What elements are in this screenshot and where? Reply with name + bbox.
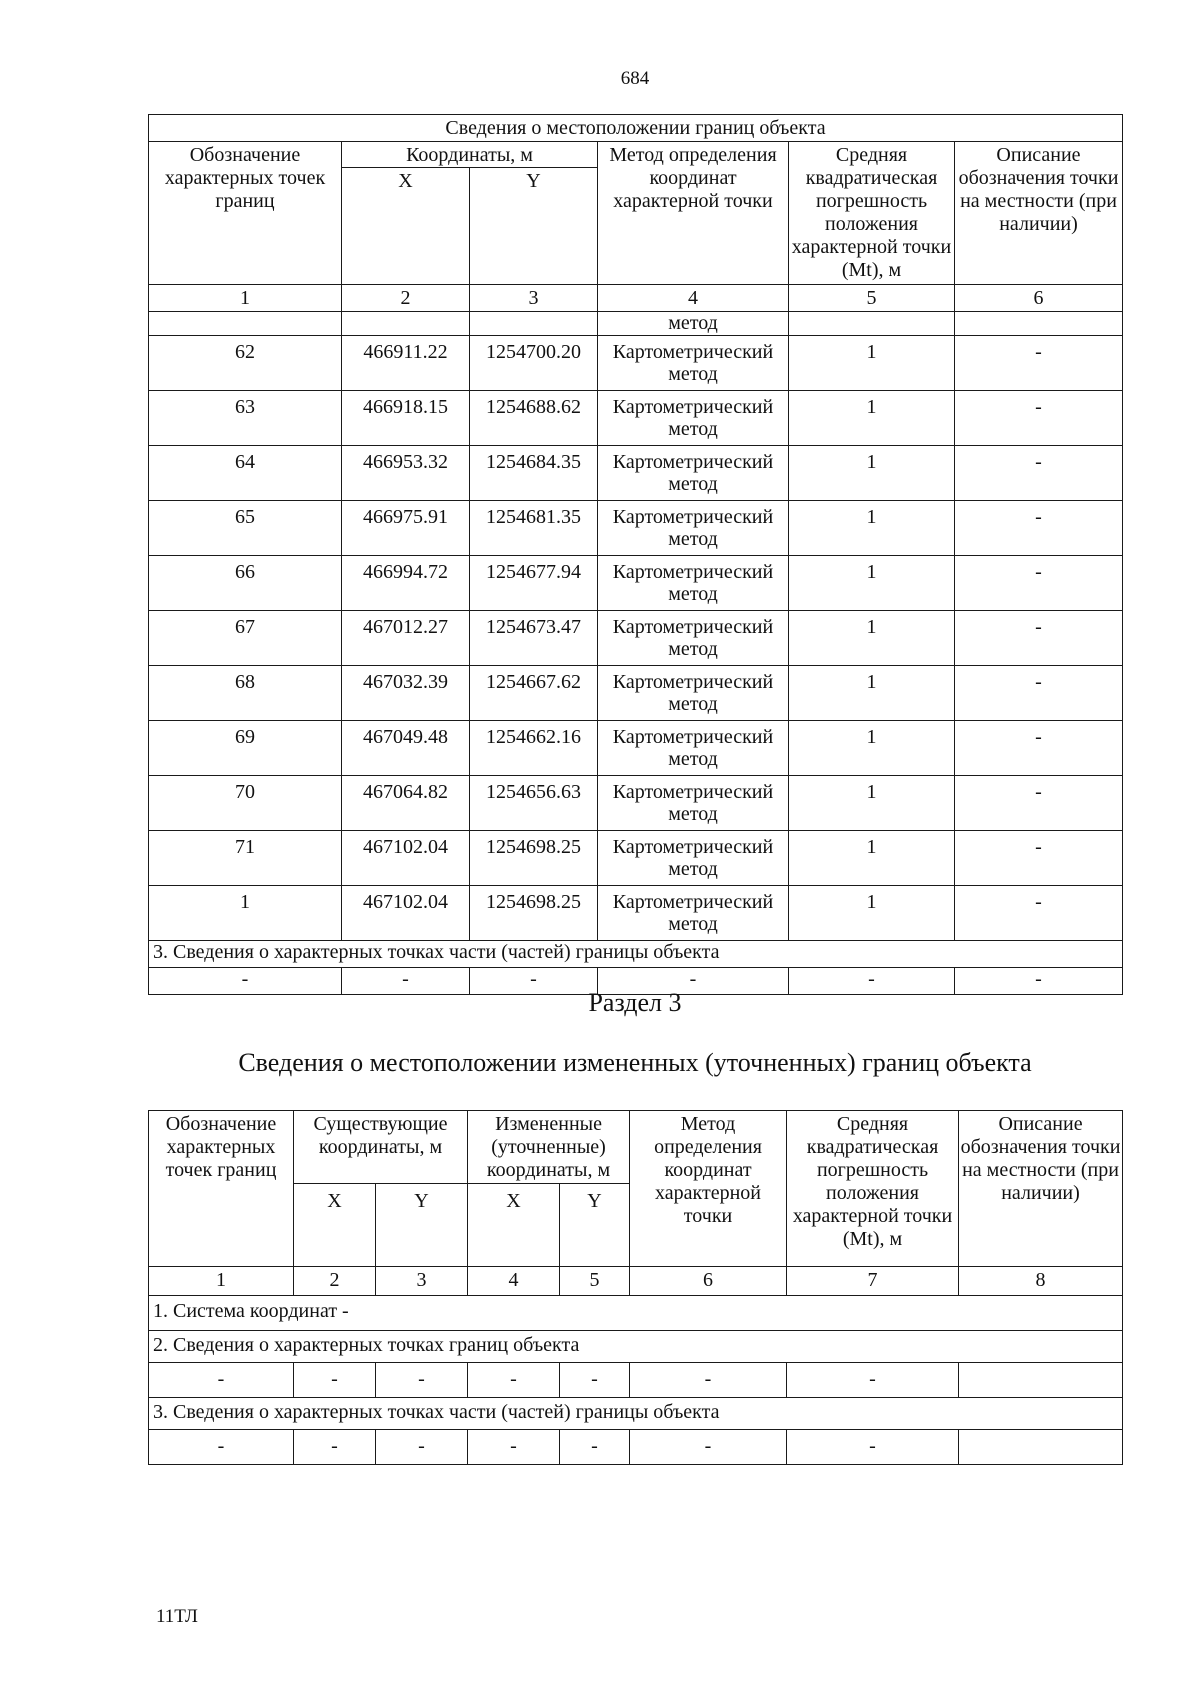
method-line-2: метод — [668, 473, 718, 495]
method-line-1: Картометрический — [612, 726, 774, 748]
column-number: 2 — [342, 285, 470, 312]
column-number: 1 — [149, 285, 342, 312]
empty-cell — [789, 312, 955, 336]
description: - — [955, 886, 1123, 941]
parts-cell: - — [468, 1430, 560, 1465]
header-existing-y: Y — [376, 1184, 468, 1267]
column-number: 1 — [149, 1267, 294, 1296]
header-accuracy: Средняя квадратическая погрешность положения характерной точки (Mt), м — [789, 142, 955, 285]
section-heading: Раздел 3 — [588, 988, 682, 1017]
coord-y: 1254673.47 — [470, 611, 598, 666]
method-line-2: метод — [668, 583, 718, 605]
method-line-1: Картометрический — [612, 396, 774, 418]
table-row — [149, 666, 1123, 721]
coord-y: 1254662.16 — [470, 721, 598, 776]
column-number: 4 — [468, 1267, 560, 1296]
method-line-2: метод — [668, 528, 718, 550]
method-line-2: метод — [668, 803, 718, 825]
point-number: 69 — [149, 721, 342, 776]
table-row — [149, 886, 1123, 941]
table-row — [149, 721, 1123, 776]
parts-row — [149, 1430, 1123, 1465]
parts-cell: - — [789, 968, 955, 995]
point-number: 63 — [149, 391, 342, 446]
header-description: Описание обозначения точки на местности (при наличии) — [959, 1111, 1123, 1267]
table-row — [149, 556, 1123, 611]
section-subtitle: Сведения о местоположении измененных (уточненных) границ объекта — [238, 1048, 1032, 1077]
parts-cell: - — [955, 968, 1123, 995]
header-description: Описание обозначения точки на местности (при наличии) — [955, 142, 1123, 285]
boundary-points-row — [149, 1363, 1123, 1398]
parts-heading: 3. Сведения о характерных точках части (частей) границы объекта — [149, 1398, 1123, 1430]
table-row — [149, 611, 1123, 666]
header-changed-y: Y — [560, 1184, 630, 1267]
coord-x: 467032.39 — [342, 666, 470, 721]
coord-y: 1254688.62 — [470, 391, 598, 446]
accuracy: 1 — [789, 776, 955, 831]
boundary-cell: - — [560, 1363, 630, 1398]
method-line-1: Картометрический — [612, 616, 774, 638]
method — [598, 391, 789, 446]
page-number: 684 — [620, 68, 650, 89]
point-number: 64 — [149, 446, 342, 501]
boundary-cell: - — [787, 1363, 959, 1398]
header-method: Метод определения координат характерной точки — [598, 142, 789, 285]
column-number: 5 — [789, 285, 955, 312]
coord-x: 467064.82 — [342, 776, 470, 831]
method-line-1: Картометрический — [612, 891, 774, 913]
description: - — [955, 721, 1123, 776]
method — [598, 831, 789, 886]
parts-cell — [959, 1430, 1123, 1465]
coord-y: 1254698.25 — [470, 886, 598, 941]
coord-y: 1254667.62 — [470, 666, 598, 721]
boundary-cell: - — [468, 1363, 560, 1398]
method-line-2: метод — [668, 363, 718, 385]
coord-x: 466994.72 — [342, 556, 470, 611]
method — [598, 666, 789, 721]
point-number: 62 — [149, 336, 342, 391]
method-line-1: Картометрический — [612, 671, 774, 693]
description: - — [955, 556, 1123, 611]
boundaries-table — [148, 114, 1123, 995]
empty-cell — [470, 312, 598, 336]
boundary-cell: - — [294, 1363, 376, 1398]
method — [598, 611, 789, 666]
coord-x: 467102.04 — [342, 886, 470, 941]
method-line-2: метод — [668, 693, 718, 715]
column-number: 6 — [955, 285, 1123, 312]
coord-x: 466975.91 — [342, 501, 470, 556]
boundary-cell: - — [149, 1363, 294, 1398]
parts-cell: - — [376, 1430, 468, 1465]
coord-x: 467102.04 — [342, 831, 470, 886]
coord-y: 1254698.25 — [470, 831, 598, 886]
column-numbers-row — [149, 1267, 1123, 1296]
table-row — [149, 501, 1123, 556]
method-line-1: Картометрический — [612, 341, 774, 363]
method-line-1: Картометрический — [612, 781, 774, 803]
table-row — [149, 336, 1123, 391]
header-point: Обозначение характерных точек границ — [149, 1111, 294, 1267]
method-line-2: метод — [668, 418, 718, 440]
column-number: 5 — [560, 1267, 630, 1296]
description: - — [955, 776, 1123, 831]
boundary-points-heading: 2. Сведения о характерных точках границ объекта — [149, 1331, 1123, 1363]
accuracy: 1 — [789, 336, 955, 391]
description: - — [955, 336, 1123, 391]
point-number: 65 — [149, 501, 342, 556]
description: - — [955, 446, 1123, 501]
header-x: X — [342, 168, 470, 285]
method — [598, 776, 789, 831]
empty-cell — [342, 312, 470, 336]
column-number: 3 — [376, 1267, 468, 1296]
header-point: Обозначение характерных точек границ — [149, 142, 342, 285]
method-line-2: метод — [668, 913, 718, 935]
column-number: 8 — [959, 1267, 1123, 1296]
coord-x: 467012.27 — [342, 611, 470, 666]
coord-x: 466953.32 — [342, 446, 470, 501]
method — [598, 556, 789, 611]
column-number: 6 — [630, 1267, 787, 1296]
header-method: Метод определения координат характерной точки — [630, 1111, 787, 1267]
parts-cell: - — [560, 1430, 630, 1465]
empty-cell — [149, 312, 342, 336]
header-existing-coordinates: Существующие координаты, м — [294, 1111, 468, 1184]
method — [598, 336, 789, 391]
method-line-2: метод — [668, 748, 718, 770]
coord-x: 466911.22 — [342, 336, 470, 391]
method — [598, 721, 789, 776]
accuracy: 1 — [789, 446, 955, 501]
header-changed-x: X — [468, 1184, 560, 1267]
coord-y: 1254656.63 — [470, 776, 598, 831]
table-row — [149, 446, 1123, 501]
table-row — [149, 776, 1123, 831]
coord-y: 1254700.20 — [470, 336, 598, 391]
accuracy: 1 — [789, 556, 955, 611]
accuracy: 1 — [789, 391, 955, 446]
accuracy: 1 — [789, 666, 955, 721]
description: - — [955, 611, 1123, 666]
coord-y: 1254681.35 — [470, 501, 598, 556]
method-line-2: метод — [668, 638, 718, 660]
parts-heading: 3. Сведения о характерных точках части (частей) границы объекта — [149, 941, 1123, 968]
continued-row — [149, 312, 1123, 336]
boundary-cell: - — [376, 1363, 468, 1398]
description: - — [955, 501, 1123, 556]
point-number: 71 — [149, 831, 342, 886]
table-title: Сведения о местоположении границ объекта — [149, 115, 1123, 142]
parts-cell: - — [149, 968, 342, 995]
table-row — [149, 831, 1123, 886]
empty-cell — [955, 312, 1123, 336]
accuracy: 1 — [789, 831, 955, 886]
accuracy: 1 — [789, 721, 955, 776]
parts-cell: - — [342, 968, 470, 995]
column-number: 3 — [470, 285, 598, 312]
parts-cell: - — [787, 1430, 959, 1465]
method — [598, 446, 789, 501]
method-line-1: Картометрический — [612, 451, 774, 473]
header-y: Y — [470, 168, 598, 285]
table-row — [149, 391, 1123, 446]
method-line-2: метод — [668, 858, 718, 880]
coord-x: 466918.15 — [342, 391, 470, 446]
footer-code: 11ТЛ — [156, 1606, 198, 1627]
coord-y: 1254684.35 — [470, 446, 598, 501]
accuracy: 1 — [789, 886, 955, 941]
point-number: 68 — [149, 666, 342, 721]
parts-cell: - — [598, 968, 789, 995]
coordinate-system: 1. Система координат - — [149, 1296, 1123, 1331]
header-coordinates: Координаты, м — [342, 142, 598, 168]
coord-y: 1254677.94 — [470, 556, 598, 611]
boundary-cell — [959, 1363, 1123, 1398]
description: - — [955, 831, 1123, 886]
parts-cell: - — [630, 1430, 787, 1465]
parts-cell: - — [470, 968, 598, 995]
column-numbers-row — [149, 285, 1123, 312]
boundary-cell: - — [630, 1363, 787, 1398]
method — [598, 501, 789, 556]
point-number: 67 — [149, 611, 342, 666]
column-number: 4 — [598, 285, 789, 312]
accuracy: 1 — [789, 501, 955, 556]
parts-cell: - — [149, 1430, 294, 1465]
header-accuracy: Средняя квадратическая погрешность положения характерной точки (Mt), м — [787, 1111, 959, 1267]
header-changed-coordinates: Измененные (уточненные) координаты, м — [468, 1111, 630, 1184]
parts-cell: - — [294, 1430, 376, 1465]
point-number: 1 — [149, 886, 342, 941]
method-line-1: Картометрический — [612, 561, 774, 583]
coord-x: 467049.48 — [342, 721, 470, 776]
continued-method: метод — [598, 312, 789, 336]
method-line-1: Картометрический — [612, 506, 774, 528]
description: - — [955, 666, 1123, 721]
point-number: 70 — [149, 776, 342, 831]
accuracy: 1 — [789, 611, 955, 666]
header-existing-x: X — [294, 1184, 376, 1267]
method-line-1: Картометрический — [612, 836, 774, 858]
changed-boundaries-table — [148, 1110, 1123, 1465]
point-number: 66 — [149, 556, 342, 611]
column-number: 2 — [294, 1267, 376, 1296]
column-number: 7 — [787, 1267, 959, 1296]
description: - — [955, 391, 1123, 446]
method — [598, 886, 789, 941]
